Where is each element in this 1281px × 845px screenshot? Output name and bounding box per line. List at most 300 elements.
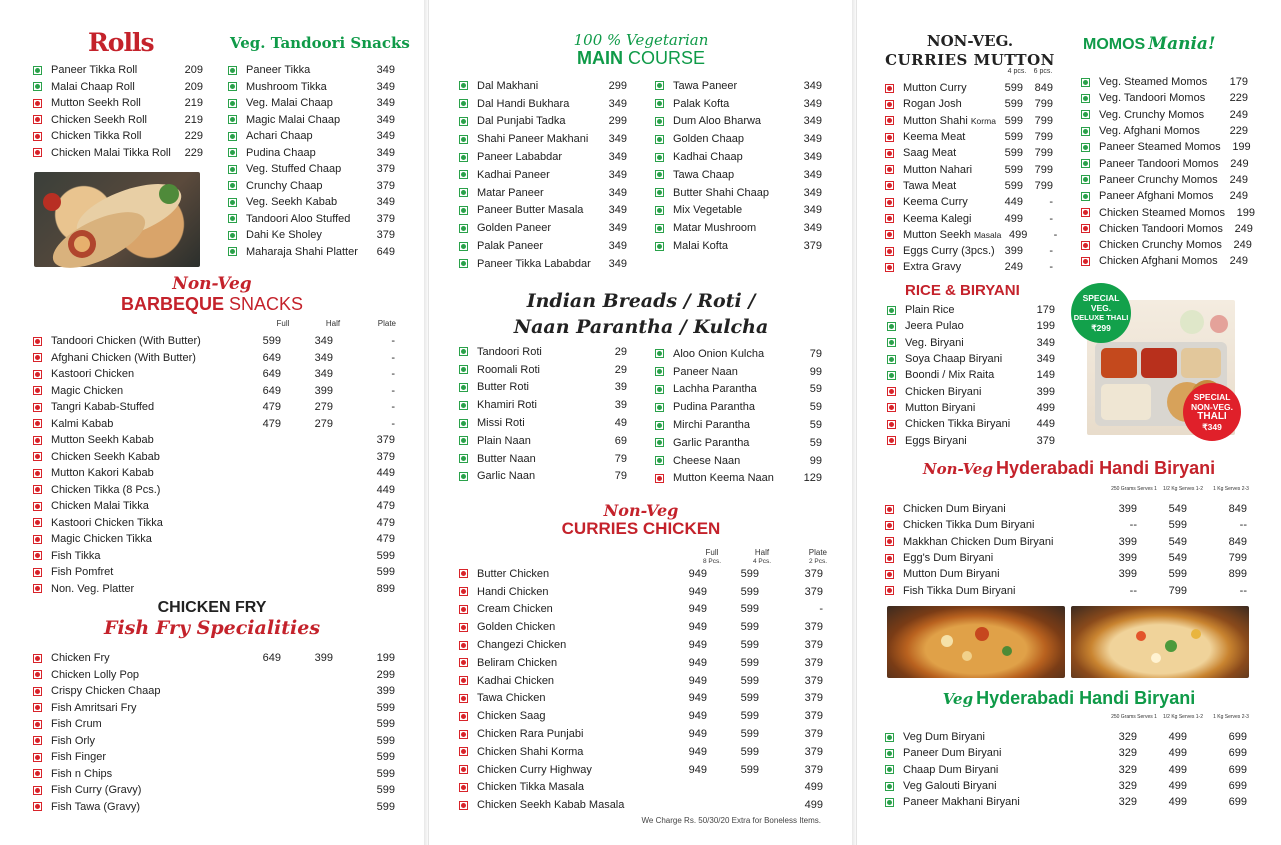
item-name (51, 566, 233, 578)
item-name-text: Paneer Tikka (246, 64, 311, 77)
item-price-c: -- (1239, 584, 1247, 597)
item-name-text: Veg. Steamed Momos (1099, 76, 1208, 89)
item-price-price: 29 (614, 363, 627, 376)
item-name (673, 419, 792, 431)
menu-item (1081, 253, 1248, 269)
item-price-a: 499 (1004, 212, 1023, 225)
nonveg-mark-icon (885, 214, 894, 223)
item-name (51, 500, 233, 512)
menu-item (459, 202, 627, 220)
rolls-photo (34, 172, 200, 267)
item-price-price: 59 (809, 383, 822, 396)
veg-mark-icon (655, 421, 664, 430)
menu-item (887, 432, 1055, 448)
item-price-price: 299 (608, 115, 627, 128)
item-price-a: 399 (1118, 503, 1137, 516)
col-250g: 250 Grams Serves 1 (1111, 486, 1157, 492)
item-price-half: 599 (740, 603, 759, 616)
nv-badge-l3: THALI (1197, 411, 1227, 422)
item-price-b: 549 (1168, 552, 1187, 565)
menu-item (1081, 204, 1255, 220)
menu-item (655, 184, 822, 202)
item-name-text: Fish Tikka Dum Biryani (903, 584, 1016, 597)
item-name (246, 81, 365, 93)
col-250g: 250 Grams Serves 1 (1111, 714, 1157, 720)
item-name-text: Chicken Shahi Korma (477, 745, 584, 758)
item-name (905, 304, 1025, 316)
item-price-half: 399 (314, 652, 333, 665)
item-name (477, 151, 597, 163)
menu-item (33, 350, 395, 367)
veg-mark-icon (459, 383, 468, 392)
mutton-title-line2: CURRIES MUTTON (885, 51, 1055, 69)
item-name-suffix: Korma (970, 115, 996, 126)
item-price-a: 599 (1004, 82, 1023, 95)
item-price-plate: 899 (376, 582, 395, 595)
nonveg-mark-icon (885, 537, 894, 546)
item-name-text: Garlic Parantha (673, 436, 750, 449)
item-name-text: Fish Tawa (Gravy) (51, 800, 141, 813)
item-name-text: Butter Naan (477, 452, 536, 465)
menu-item (33, 449, 395, 466)
bbq-title-script: Non-Veg (172, 274, 252, 294)
curries-mutton-list (885, 80, 1058, 276)
item-price-price: 349 (376, 196, 395, 209)
item-name (246, 180, 365, 192)
item-name-text: Veg. Stuffed Chaap (246, 163, 342, 176)
item-name-text: Paneer Dum Biryani (903, 747, 1002, 760)
item-name (903, 180, 997, 192)
item-name (477, 799, 659, 811)
item-name-text: Kadhai Paneer (477, 168, 550, 181)
veg-mark-icon (1081, 175, 1090, 184)
item-price-full: 479 (262, 401, 281, 414)
item-name-text: Handi Chicken (477, 585, 549, 598)
item-price-price: 349 (608, 97, 627, 110)
item-name (51, 784, 233, 796)
item-name (673, 169, 792, 181)
item-price-half: 349 (314, 368, 333, 381)
item-name-text: Jeera Pulao (905, 320, 964, 333)
item-price-full: 949 (688, 674, 707, 687)
veg-badge-price: ₹299 (1091, 323, 1111, 333)
menu-item (33, 799, 395, 816)
item-price-full: 949 (688, 621, 707, 634)
item-name-text: Mushroom Tikka (246, 80, 327, 93)
nonveg-mark-icon (33, 115, 42, 124)
veg-mark-icon (1081, 78, 1090, 87)
item-name-text: Veg. Crunchy Momos (1099, 108, 1205, 121)
item-name (477, 187, 597, 199)
item-name-text: Dahi Ke Sholey (246, 229, 322, 242)
item-name-text: Mutton Nahari (903, 163, 973, 176)
veg-badge-l1: SPECIAL (1082, 293, 1120, 303)
veg-mark-icon (655, 153, 664, 162)
rice-biryani-title (905, 282, 1020, 299)
menu-item (459, 583, 823, 601)
item-name-text: Plain Rice (905, 304, 955, 317)
item-name-text: Keema Curry (903, 196, 968, 209)
veg-mark-icon (655, 385, 664, 394)
menu-item (459, 690, 823, 708)
item-price-a: 399 (1118, 568, 1137, 581)
menu-item (459, 219, 627, 237)
veg-mark-icon (459, 454, 468, 463)
menu-item (228, 194, 395, 211)
item-name (51, 335, 233, 347)
item-name-text: Chicken Seekh Kabab (51, 450, 160, 463)
col-plate-sub: 2 Pcs. (808, 558, 827, 565)
item-name-text: Pudina Chaap (246, 146, 316, 159)
item-name (51, 451, 233, 463)
veg-mark-icon (655, 224, 664, 233)
menu-item (33, 482, 395, 499)
item-price-full: 949 (688, 656, 707, 669)
veg-mark-icon (885, 765, 894, 774)
item-name-text: Pudina Parantha (673, 401, 755, 414)
item-name (673, 437, 792, 449)
item-name (903, 164, 997, 176)
item-name (903, 780, 1093, 792)
menu-item (459, 77, 627, 95)
col-full-label: Full (705, 548, 719, 557)
curries-chicken-col-headers (687, 548, 827, 566)
menu-item (459, 255, 627, 273)
item-name-text: Kastoori Chicken Tikka (51, 516, 163, 529)
nonveg-mark-icon (887, 420, 896, 429)
item-name (477, 80, 597, 92)
menu-item (459, 148, 627, 166)
item-price-plate: 299 (376, 668, 395, 681)
item-name (1099, 239, 1222, 251)
momos-title (1083, 34, 1215, 54)
nonveg-mark-icon (885, 198, 894, 207)
nonveg-mark-icon (33, 386, 42, 395)
item-name-text: Chicken Malai Tikka (51, 500, 149, 513)
nonveg-mark-icon (33, 720, 42, 729)
item-price-price: 199 (1036, 320, 1055, 333)
item-name (1099, 125, 1218, 137)
item-name (905, 435, 1025, 447)
item-price-price: 349 (608, 186, 627, 199)
item-price-b: 799 (1034, 131, 1053, 144)
menu-item (33, 700, 395, 717)
item-price-plate: 399 (376, 685, 395, 698)
item-name (1099, 223, 1223, 235)
veg-tandoori-list (228, 62, 395, 260)
menu-item (228, 227, 395, 244)
item-price-price: 379 (803, 240, 822, 253)
menu-item (1081, 123, 1248, 139)
item-price-plate: 379 (804, 585, 823, 598)
mutton-col-headers (1005, 68, 1057, 75)
item-name-text: Fish Amritsari Fry (51, 701, 137, 714)
veg-mark-icon (228, 66, 237, 75)
item-name (903, 115, 997, 127)
item-name-text: Tawa Chaap (673, 168, 735, 181)
nonveg-mark-icon (885, 230, 894, 239)
item-name-text: Veg Dum Biryani (903, 731, 985, 744)
item-price-b: 499 (1168, 731, 1187, 744)
item-name-text: Beliram Chicken (477, 656, 558, 669)
item-price-price: 129 (803, 472, 822, 485)
veg-tandoori-title (230, 34, 410, 52)
menu-item (228, 178, 395, 195)
item-name-text: Chicken Malai Tikka Roll (51, 146, 171, 159)
item-price-plate: 599 (376, 549, 395, 562)
menu-item (885, 96, 1053, 112)
nonveg-mark-icon (1081, 257, 1090, 266)
item-name (51, 517, 233, 529)
nonveg-mark-icon (885, 181, 894, 190)
item-price-plate: 599 (376, 566, 395, 579)
veg-mark-icon (885, 798, 894, 807)
item-name-text: Dum Aloo Bharwa (673, 115, 762, 128)
menu-item (1081, 221, 1253, 237)
item-price-price: 349 (803, 168, 822, 181)
item-name (51, 368, 233, 380)
item-name-text: Veg. Seekh Kabab (246, 196, 338, 209)
item-price-a: 599 (1004, 179, 1023, 192)
item-name (905, 320, 1025, 332)
nonveg-mark-icon (459, 712, 468, 721)
menu-item (885, 729, 1247, 745)
veg-mark-icon (459, 472, 468, 481)
menu-item (228, 161, 395, 178)
nonveg-thali-badge (1183, 383, 1241, 441)
item-price-price: 39 (614, 381, 627, 394)
item-price-price: 229 (184, 130, 203, 143)
bbq-list (33, 333, 395, 597)
breads-right-list (655, 345, 822, 487)
item-price-half: 599 (740, 585, 759, 598)
item-price-c: 699 (1228, 747, 1247, 760)
veg-mark-icon (885, 733, 894, 742)
item-name-text: Mirchi Parantha (673, 419, 751, 432)
menu-item (655, 398, 822, 416)
item-name-text: Cream Chicken (477, 603, 553, 616)
menu-item (459, 343, 627, 361)
rolls-illustration (34, 172, 200, 267)
nonveg-mark-icon (33, 337, 42, 346)
item-price-b: 849 (1034, 82, 1053, 95)
menu-item (655, 434, 822, 452)
main-course-heading (429, 48, 853, 68)
nonveg-mark-icon (459, 765, 468, 774)
item-name (246, 97, 365, 109)
item-name (903, 503, 1093, 515)
menu-item (33, 95, 203, 112)
curries-mutton-title (885, 32, 1055, 70)
item-price-plate: 379 (804, 710, 823, 723)
item-price-full: 649 (262, 368, 281, 381)
menu-item (228, 128, 395, 145)
item-name (477, 98, 597, 110)
item-price-b: 799 (1034, 179, 1053, 192)
item-name (477, 364, 597, 376)
bbq-col-headers (258, 319, 396, 328)
item-price-plate: 499 (804, 781, 823, 794)
course-word: COURSE (628, 48, 706, 68)
nonveg-mark-icon (33, 736, 42, 745)
menu-item (885, 161, 1053, 177)
main-word: MAIN (576, 48, 623, 68)
menu-item (655, 363, 822, 381)
item-price-price: 99 (809, 365, 822, 378)
item-name-text: Chicken Tikka (8 Pcs.) (51, 483, 161, 496)
nv-badge-l2: NON-VEG. (1190, 402, 1234, 412)
nonveg-mark-icon (33, 99, 42, 108)
item-name-text: Fish Orly (51, 734, 95, 747)
item-name-text: Dal Punjabi Tadka (477, 115, 566, 128)
item-name-text: Chicken Lolly Pop (51, 668, 140, 681)
item-name-text: Fish Tikka (51, 549, 101, 562)
item-name (673, 401, 792, 413)
item-price-b: - (1053, 228, 1058, 241)
item-price-price: 349 (803, 97, 822, 110)
item-price-plate: 379 (804, 745, 823, 758)
veg-badge-l3: DELUXE THALI (1073, 313, 1129, 322)
nonveg-mark-icon (33, 670, 42, 679)
item-name-text: Chicken Steamed Momos (1099, 206, 1225, 219)
menu-item (885, 517, 1247, 533)
item-price-a: 599 (1004, 131, 1023, 144)
menu-item (887, 302, 1055, 318)
item-price-a: 329 (1118, 796, 1137, 809)
nonveg-mark-icon (33, 353, 42, 362)
veg-mark-icon (228, 165, 237, 174)
veg-mark-icon (1081, 110, 1090, 119)
menu-item (655, 452, 822, 470)
item-price-a: 399 (1004, 245, 1023, 258)
item-name-text: Paneer Naan (673, 365, 738, 378)
fry-list (33, 650, 395, 815)
item-name-text: Matar Mushroom (673, 222, 757, 235)
item-name (477, 586, 659, 598)
rice-biryani-heading: RICE & BIRYANI (905, 282, 1020, 299)
col-half-kg: 1/2 Kg Serves 1-2 (1162, 486, 1204, 492)
menu-item (655, 345, 822, 363)
item-name (673, 455, 792, 467)
item-name (51, 418, 233, 430)
nonveg-mark-icon (33, 551, 42, 560)
item-name (903, 536, 1093, 548)
item-name (1099, 255, 1218, 267)
hyd-nv-script: Non-Veg (922, 460, 993, 478)
item-name-text: Veg. Malai Chaap (246, 97, 333, 110)
item-price-c: 849 (1228, 503, 1247, 516)
bbq-title (0, 275, 424, 314)
item-price-plate: 479 (376, 516, 395, 529)
nv-badge-l1: SPECIAL (1193, 392, 1231, 402)
item-price-full: 479 (262, 417, 281, 430)
item-price-half: 599 (740, 567, 759, 580)
item-name-text: Changezi Chicken (477, 639, 567, 652)
hyd-veg-heading: Hyderabadi Handi Biryani (976, 688, 1196, 708)
item-name-text: Keema Meat (903, 131, 966, 144)
item-price-price: 349 (376, 80, 395, 93)
curries-chicken-script: Non-Veg (603, 501, 679, 520)
bbq-title-main (0, 294, 424, 314)
menu-page-left (0, 0, 424, 845)
menu-item (33, 766, 395, 783)
item-price-full: 949 (688, 710, 707, 723)
item-name-suffix: Masala (973, 229, 1002, 240)
item-price-full: 949 (688, 745, 707, 758)
item-price-a: 329 (1118, 780, 1137, 793)
hyd-nv-list (885, 501, 1247, 599)
menu-item (228, 244, 395, 261)
item-price-price: 499 (1036, 401, 1055, 414)
menu-item (459, 618, 823, 636)
item-name (51, 768, 233, 780)
menu-item (885, 113, 1053, 129)
item-name (477, 781, 659, 793)
item-name-text: Eggs Curry (3pcs.) (903, 245, 995, 258)
item-name (51, 533, 233, 545)
item-price-price: 249 (1229, 173, 1248, 186)
item-price-b: 599 (1168, 519, 1187, 532)
item-price-price: 349 (376, 97, 395, 110)
item-price-price: 29 (614, 345, 627, 358)
nonveg-mark-icon (33, 584, 42, 593)
item-name-text: Chicken Curry Highway (477, 763, 592, 776)
item-name (905, 418, 1025, 430)
nonveg-mark-icon (459, 569, 468, 578)
nonveg-mark-icon (33, 753, 42, 762)
item-name-text: Fish Curry (Gravy) (51, 784, 142, 797)
menu-item (1081, 107, 1248, 123)
item-name (903, 764, 1093, 776)
biryani-illustration-2 (1071, 606, 1249, 678)
col-half-label: Half (754, 548, 770, 557)
veg-mark-icon (655, 438, 664, 447)
veg-thali-badge (1071, 283, 1131, 343)
item-price-half: 399 (314, 384, 333, 397)
item-price-plate: 379 (804, 567, 823, 580)
curries-chicken-list (459, 565, 823, 814)
nonveg-mark-icon (885, 149, 894, 158)
nonveg-mark-icon (885, 586, 894, 595)
item-price-plate: - (391, 351, 395, 364)
item-price-half: 599 (740, 639, 759, 652)
item-price-b: 799 (1034, 98, 1053, 111)
menu-page-right (856, 0, 1280, 845)
menu-item (885, 794, 1247, 810)
item-name-text: Paneer Crunchy Momos (1099, 173, 1218, 186)
item-price-price: 349 (803, 115, 822, 128)
nonveg-mark-icon (33, 518, 42, 527)
item-name-text: Paneer Makhani Biryani (903, 796, 1020, 809)
item-name (51, 64, 173, 76)
item-name (51, 685, 233, 697)
col-plate-label: Plate (808, 548, 827, 557)
item-name-text: Golden Chaap (673, 133, 744, 146)
biryani-illustration-1 (887, 606, 1065, 678)
item-price-plate: 379 (376, 434, 395, 447)
item-name (477, 470, 597, 482)
item-name (673, 472, 792, 484)
biryani-photo-2 (1071, 606, 1249, 678)
item-price-b: 549 (1168, 503, 1187, 516)
menu-item (885, 501, 1247, 517)
item-price-price: 249 (1229, 190, 1248, 203)
item-price-a: -- (1129, 519, 1137, 532)
item-name (477, 435, 597, 447)
item-name (51, 550, 233, 562)
menu-item (1081, 139, 1251, 155)
item-price-plate: 379 (804, 656, 823, 669)
